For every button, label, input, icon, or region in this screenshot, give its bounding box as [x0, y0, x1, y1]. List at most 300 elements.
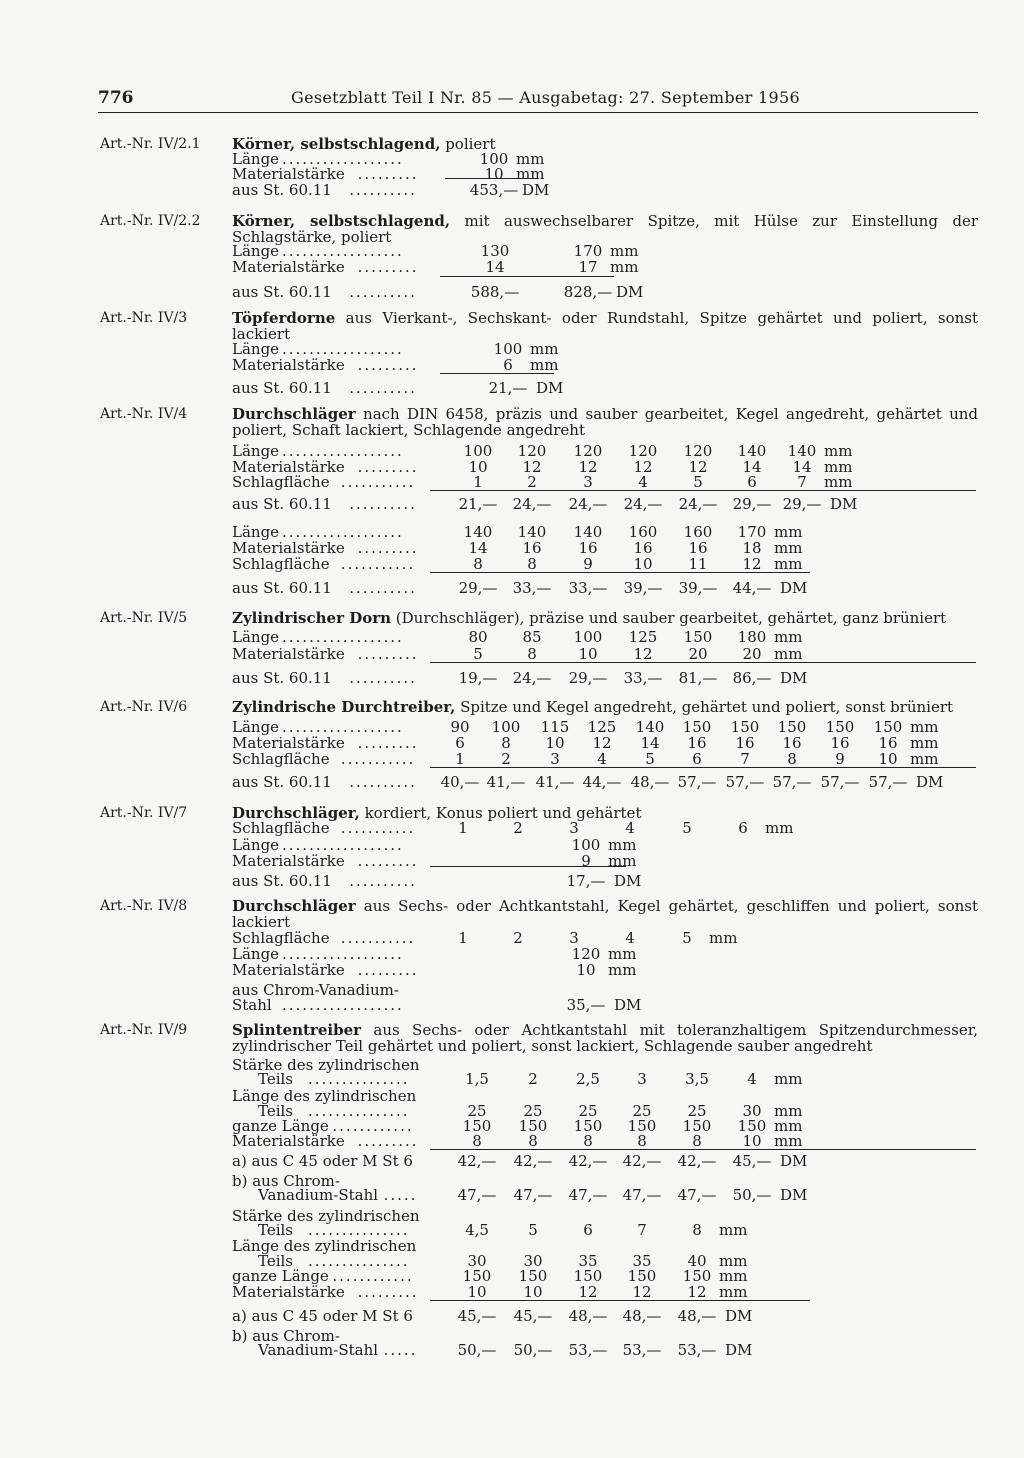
spec-unit: mm: [516, 165, 545, 183]
dot-leader: ...............: [308, 1252, 410, 1270]
spec-value: 50,—: [732, 1186, 772, 1204]
spec-value: 25: [632, 1102, 652, 1120]
spec-row: [0, 341, 1024, 357]
spec-row: [0, 459, 1024, 475]
spec-row: [0, 496, 1024, 512]
spec-value: 6: [738, 819, 748, 837]
article-title-text: aus Vierkant-, Sechskant- oder Rundstahl, Spitze gehärtet und poliert, sonst lackiert: [232, 309, 978, 343]
spec-value: 14: [792, 458, 812, 476]
spec-row: [0, 1238, 1024, 1254]
dot-leader: ..........: [349, 283, 417, 301]
spec-row: [0, 946, 1024, 962]
spec-row: [0, 1071, 1024, 1087]
spec-value: 16: [687, 734, 707, 752]
spec-label: Stärke des zylindrischen: [232, 1208, 420, 1224]
article-title-bold: Durchschläger,: [232, 804, 360, 822]
spec-value: 100: [493, 340, 523, 358]
spec-row: [0, 1284, 1024, 1300]
spec-row: [0, 443, 1024, 459]
spec-label: Materialstärke: [232, 357, 345, 373]
spec-value: 10: [545, 734, 565, 752]
spec-unit: mm: [608, 836, 637, 854]
spec-value: 125: [628, 628, 658, 646]
spec-unit: mm: [774, 1132, 803, 1150]
spec-value: 41,—: [535, 773, 575, 791]
spec-label: Materialstärke: [232, 459, 345, 475]
article-number: Art.-Nr. IV/3: [100, 310, 188, 326]
spec-row: [0, 982, 1024, 998]
spec-value: 2: [527, 473, 537, 491]
spec-value: 2: [513, 819, 523, 837]
spec-value: 1: [458, 819, 468, 837]
spec-value: 140: [573, 523, 603, 541]
spec-value: 50,—: [457, 1341, 497, 1359]
spec-label: aus St. 60.11: [232, 380, 332, 396]
spec-row: [0, 1308, 1024, 1324]
spec-value: 140: [787, 442, 817, 460]
dot-leader: ..................: [282, 945, 404, 963]
spec-row: [0, 837, 1024, 853]
spec-unit: mm: [608, 945, 637, 963]
spec-unit: mm: [516, 150, 545, 168]
spec-value: 120: [573, 442, 603, 460]
spec-row: [0, 1268, 1024, 1284]
spec-value: 4: [597, 750, 607, 768]
spec-unit: mm: [719, 1221, 748, 1239]
spec-value: 53,—: [568, 1341, 608, 1359]
spec-value: 5: [682, 819, 692, 837]
spec-value: 53,—: [677, 1341, 717, 1359]
spec-row: [0, 820, 1024, 836]
spec-value: 100: [491, 718, 521, 736]
spec-value: 42,—: [513, 1152, 553, 1170]
spec-value: 21,—: [458, 495, 498, 513]
article-number: Art.-Nr. IV/8: [100, 898, 188, 914]
spec-label: Stärke des zylindrischen: [232, 1057, 420, 1073]
spec-value: 5: [693, 473, 703, 491]
spec-value: 45,—: [732, 1152, 772, 1170]
spec-value: 12: [688, 458, 708, 476]
spec-unit: mm: [774, 645, 803, 663]
spec-value: 1: [473, 473, 483, 491]
spec-label: aus St. 60.11: [232, 182, 332, 198]
spec-value: 42,—: [568, 1152, 608, 1170]
spec-value: 120: [628, 442, 658, 460]
spec-unit: DM: [780, 579, 808, 597]
spec-value: 14: [640, 734, 660, 752]
table-rule: [430, 1149, 976, 1150]
spec-value: 3,5: [685, 1070, 709, 1088]
spec-value: 86,—: [732, 669, 772, 687]
dot-leader: ...........: [340, 473, 416, 491]
spec-label: Länge des zylindrischen: [232, 1238, 417, 1254]
article-number: Art.-Nr. IV/4: [100, 406, 188, 422]
spec-value: 8: [583, 1132, 593, 1150]
article-number: Art.-Nr. IV/7: [100, 805, 188, 821]
spec-value: 4: [747, 1070, 757, 1088]
spec-unit: mm: [774, 1117, 803, 1135]
spec-value: 47,—: [677, 1186, 717, 1204]
spec-value: 16: [578, 539, 598, 557]
article-title-bold: Töpferdorne: [232, 309, 336, 327]
spec-value: 24,—: [623, 495, 663, 513]
spec-value: 120: [571, 945, 601, 963]
spec-label: Länge: [232, 524, 280, 540]
page-header: [98, 86, 978, 110]
dot-leader: .....: [383, 1341, 418, 1359]
spec-row: [0, 151, 1024, 167]
spec-value: 9: [583, 555, 593, 573]
spec-label: Teils: [258, 1071, 294, 1087]
spec-unit: DM: [616, 283, 644, 301]
dot-leader: .....: [383, 1186, 418, 1204]
spec-value: 10: [576, 961, 596, 979]
spec-value: 12: [687, 1283, 707, 1301]
spec-value: 8: [787, 750, 797, 768]
spec-value: 453,—: [469, 181, 519, 199]
dot-leader: ..................: [282, 718, 404, 736]
article-title: [232, 610, 978, 626]
dot-leader: .........: [357, 734, 419, 752]
table-rule: [430, 767, 976, 768]
spec-row: [0, 670, 1024, 686]
spec-unit: mm: [530, 340, 559, 358]
spec-value: 4: [625, 929, 635, 947]
spec-unit: DM: [780, 1152, 808, 1170]
spec-value: 21,—: [488, 379, 528, 397]
spec-value: 20: [742, 645, 762, 663]
dot-leader: ..........: [349, 495, 417, 513]
dot-leader: ...........: [340, 929, 416, 947]
spec-value: 10: [484, 165, 504, 183]
spec-label: ganze Länge: [232, 1118, 329, 1134]
article-title: [232, 898, 978, 930]
article-number: Art.-Nr. IV/9: [100, 1022, 188, 1038]
spec-value: 16: [878, 734, 898, 752]
dot-leader: .........: [357, 961, 419, 979]
spec-value: 7: [797, 473, 807, 491]
spec-label: Länge des zylindrischen: [232, 1088, 417, 1104]
spec-value: 115: [540, 718, 570, 736]
spec-row: [0, 580, 1024, 596]
spec-value: 29,—: [568, 669, 608, 687]
spec-unit: DM: [830, 495, 858, 513]
spec-value: 6: [583, 1221, 593, 1239]
spec-value: 100: [479, 150, 509, 168]
spec-value: 150: [682, 718, 712, 736]
spec-label: b) aus Chrom-: [232, 1328, 340, 1344]
spec-value: 3: [637, 1070, 647, 1088]
spec-label: Teils: [258, 1222, 294, 1238]
spec-label: Schlagfläche: [232, 820, 330, 836]
spec-row: [0, 774, 1024, 790]
article-title-bold: Körner, selbstschlagend,: [232, 212, 451, 230]
spec-label: Länge: [232, 443, 280, 459]
spec-value: 20: [688, 645, 708, 663]
dot-leader: ..................: [282, 523, 404, 541]
spec-value: 16: [522, 539, 542, 557]
spec-label: Materialstärke: [232, 1133, 345, 1149]
spec-value: 57,—: [820, 773, 860, 791]
spec-value: 8: [527, 555, 537, 573]
spec-value: 6: [692, 750, 702, 768]
spec-label: Länge: [232, 341, 280, 357]
spec-value: 8: [692, 1132, 702, 1150]
spec-value: 12: [632, 1283, 652, 1301]
spec-label: Länge: [232, 837, 280, 853]
spec-value: 30: [742, 1102, 762, 1120]
spec-value: 140: [635, 718, 665, 736]
spec-row: [0, 166, 1024, 182]
spec-unit: mm: [765, 819, 794, 837]
spec-unit: mm: [910, 750, 939, 768]
spec-unit: mm: [610, 258, 639, 276]
spec-label: Materialstärke: [232, 540, 345, 556]
spec-value: 160: [683, 523, 713, 541]
spec-label: Materialstärke: [232, 962, 345, 978]
dot-leader: ...............: [308, 1102, 410, 1120]
spec-unit: mm: [719, 1267, 748, 1285]
spec-value: 19,—: [458, 669, 498, 687]
spec-label: Materialstärke: [232, 1284, 345, 1300]
spec-unit: DM: [780, 1186, 808, 1204]
dot-leader: ...............: [308, 1070, 410, 1088]
dot-leader: ..........: [349, 579, 417, 597]
spec-row: [0, 556, 1024, 572]
spec-value: 57,—: [677, 773, 717, 791]
spec-unit: mm: [530, 356, 559, 374]
spec-row: [0, 962, 1024, 978]
spec-value: 150: [730, 718, 760, 736]
spec-label: Länge: [232, 719, 280, 735]
spec-label: Materialstärke: [232, 646, 345, 662]
spec-label: ganze Länge: [232, 1268, 329, 1284]
spec-label: b) aus Chrom-: [232, 1173, 340, 1189]
spec-label: Teils: [258, 1253, 294, 1269]
article-title: [232, 699, 978, 715]
spec-value: 150: [825, 718, 855, 736]
spec-label: a) aus C 45 oder M St 6: [232, 1153, 413, 1169]
spec-value: 12: [578, 458, 598, 476]
spec-value: 57,—: [868, 773, 908, 791]
spec-row: [0, 1133, 1024, 1149]
spec-value: 150: [518, 1117, 548, 1135]
spec-value: 100: [463, 442, 493, 460]
spec-value: 120: [683, 442, 713, 460]
spec-value: 5: [528, 1221, 538, 1239]
article-title-text: (Durchschläger), präzise und sauber gearbeitet, gehärtet, ganz brüniert: [391, 609, 947, 627]
spec-value: 44,—: [582, 773, 622, 791]
spec-row: [0, 1103, 1024, 1119]
table-rule: [440, 373, 554, 374]
spec-value: 29,—: [732, 495, 772, 513]
spec-label: Länge: [232, 151, 280, 167]
spec-value: 2: [513, 929, 523, 947]
dot-leader: ..................: [282, 442, 404, 460]
spec-value: 150: [462, 1117, 492, 1135]
spec-value: 25: [467, 1102, 487, 1120]
spec-label: a) aus C 45 oder M St 6: [232, 1308, 413, 1324]
spec-row: [0, 474, 1024, 490]
spec-value: 8: [528, 1132, 538, 1150]
spec-value: 3: [569, 819, 579, 837]
spec-value: 150: [683, 628, 713, 646]
spec-value: 47,—: [457, 1186, 497, 1204]
article-number: Art.-Nr. IV/6: [100, 699, 188, 715]
spec-value: 12: [522, 458, 542, 476]
article-title-text: poliert: [440, 135, 496, 153]
spec-value: 150: [777, 718, 807, 736]
spec-value: 40,—: [440, 773, 480, 791]
spec-label: Schlagfläche: [232, 474, 330, 490]
article-title-bold: Körner, selbstschlagend,: [232, 135, 441, 153]
spec-value: 1: [458, 929, 468, 947]
spec-value: 5: [645, 750, 655, 768]
spec-value: 24,—: [512, 495, 552, 513]
spec-value: 57,—: [725, 773, 765, 791]
article-title-text: aus Sechs- oder Achtkantstahl mit toleranzhaltigem Spitzendurchmesser, zylindrischer Teil gehärtet und poliert, sonst lackiert, Schlagende sauber angedreht: [232, 1021, 978, 1055]
spec-value: 10: [633, 555, 653, 573]
spec-unit: DM: [614, 872, 642, 890]
spec-label: Länge: [232, 946, 280, 962]
spec-unit: mm: [719, 1283, 748, 1301]
spec-row: [0, 524, 1024, 540]
dot-leader: .........: [357, 1132, 419, 1150]
spec-value: 130: [480, 242, 510, 260]
spec-value: 48,—: [622, 1307, 662, 1325]
spec-label: Schlagfläche: [232, 556, 330, 572]
article-title-bold: Splintentreiber: [232, 1021, 362, 1039]
spec-row: [0, 243, 1024, 259]
dot-leader: ..................: [282, 628, 404, 646]
spec-row: [0, 1342, 1024, 1358]
spec-value: 12: [578, 1283, 598, 1301]
spec-label: Länge: [232, 629, 280, 645]
spec-value: 48,—: [630, 773, 670, 791]
spec-row: [0, 1253, 1024, 1269]
spec-value: 8: [473, 555, 483, 573]
article-title: [232, 1022, 978, 1054]
spec-label: Materialstärke: [232, 166, 345, 182]
spec-value: 1: [455, 750, 465, 768]
dot-leader: ...........: [340, 819, 416, 837]
spec-value: 25: [523, 1102, 543, 1120]
spec-value: 30: [523, 1252, 543, 1270]
spec-unit: DM: [780, 669, 808, 687]
spec-unit: mm: [774, 539, 803, 557]
article-title: [232, 310, 978, 342]
dot-leader: .........: [357, 539, 419, 557]
spec-value: 16: [782, 734, 802, 752]
spec-value: 30: [467, 1252, 487, 1270]
spec-value: 3: [583, 473, 593, 491]
spec-value: 100: [571, 836, 601, 854]
spec-label: Materialstärke: [232, 259, 345, 275]
article-number: Art.-Nr. IV/2.2: [100, 213, 201, 229]
spec-label: aus St. 60.11: [232, 873, 332, 889]
spec-label: Schlagfläche: [232, 751, 330, 767]
spec-value: 3: [550, 750, 560, 768]
spec-label: Vanadium-Stahl: [258, 1342, 379, 1358]
dot-leader: ............: [332, 1267, 414, 1285]
spec-row: [0, 182, 1024, 198]
spec-unit: mm: [824, 458, 853, 476]
spec-row: [0, 873, 1024, 889]
spec-value: 3: [569, 929, 579, 947]
spec-unit: mm: [608, 852, 637, 870]
spec-value: 125: [587, 718, 617, 736]
article-title-bold: Zylindrische Durchtreiber,: [232, 698, 456, 716]
spec-row: [0, 646, 1024, 662]
spec-value: 8: [692, 1221, 702, 1239]
header-rule: [98, 112, 978, 113]
spec-value: 8: [637, 1132, 647, 1150]
article-title: [232, 213, 978, 245]
spec-value: 150: [737, 1117, 767, 1135]
spec-value: 14: [742, 458, 762, 476]
spec-value: 160: [628, 523, 658, 541]
spec-unit: mm: [608, 961, 637, 979]
spec-row: [0, 719, 1024, 735]
spec-value: 9: [581, 852, 591, 870]
dot-leader: .........: [357, 258, 419, 276]
spec-value: 18: [742, 539, 762, 557]
spec-value: 588,—: [470, 283, 520, 301]
spec-value: 10: [878, 750, 898, 768]
article-title-bold: Zylindrischer Dorn: [232, 609, 392, 627]
article-title-bold: Durchschläger: [232, 897, 356, 915]
spec-value: 47,—: [513, 1186, 553, 1204]
spec-value: 85: [522, 628, 542, 646]
spec-row: [0, 357, 1024, 373]
spec-unit: mm: [774, 628, 803, 646]
spec-value: 42,—: [622, 1152, 662, 1170]
dot-leader: ..................: [282, 242, 404, 260]
spec-value: 4: [625, 819, 635, 837]
spec-label: Teils: [258, 1103, 294, 1119]
spec-value: 25: [578, 1102, 598, 1120]
article-number: Art.-Nr. IV/2.1: [100, 136, 201, 152]
spec-value: 4,5: [465, 1221, 489, 1239]
spec-value: 170: [737, 523, 767, 541]
spec-unit: mm: [719, 1252, 748, 1270]
spec-value: 45,—: [457, 1307, 497, 1325]
dot-leader: ............: [332, 1117, 414, 1135]
spec-value: 33,—: [623, 669, 663, 687]
dot-leader: ..........: [349, 773, 417, 791]
spec-value: 39,—: [678, 579, 718, 597]
spec-value: 35,—: [566, 996, 606, 1014]
spec-value: 180: [737, 628, 767, 646]
spec-value: 33,—: [568, 579, 608, 597]
spec-unit: mm: [824, 473, 853, 491]
dot-leader: ..................: [282, 340, 404, 358]
spec-value: 150: [627, 1117, 657, 1135]
spec-value: 12: [633, 458, 653, 476]
header-title: Gesetzblatt Teil I Nr. 85 — Ausgabetag: 27. September 1956: [291, 88, 800, 107]
spec-value: 81,—: [678, 669, 718, 687]
spec-value: 100: [573, 628, 603, 646]
spec-row: [0, 629, 1024, 645]
dot-leader: ...............: [308, 1221, 410, 1239]
table-rule: [430, 1300, 810, 1301]
spec-unit: mm: [774, 1070, 803, 1088]
spec-value: 150: [573, 1267, 603, 1285]
article-title-text: Spitze und Kegel angedreht, gehärtet und poliert, sonst brüniert: [455, 698, 954, 716]
page-number: 776: [98, 88, 134, 108]
spec-row: [0, 1222, 1024, 1238]
spec-value: 6: [503, 356, 513, 374]
